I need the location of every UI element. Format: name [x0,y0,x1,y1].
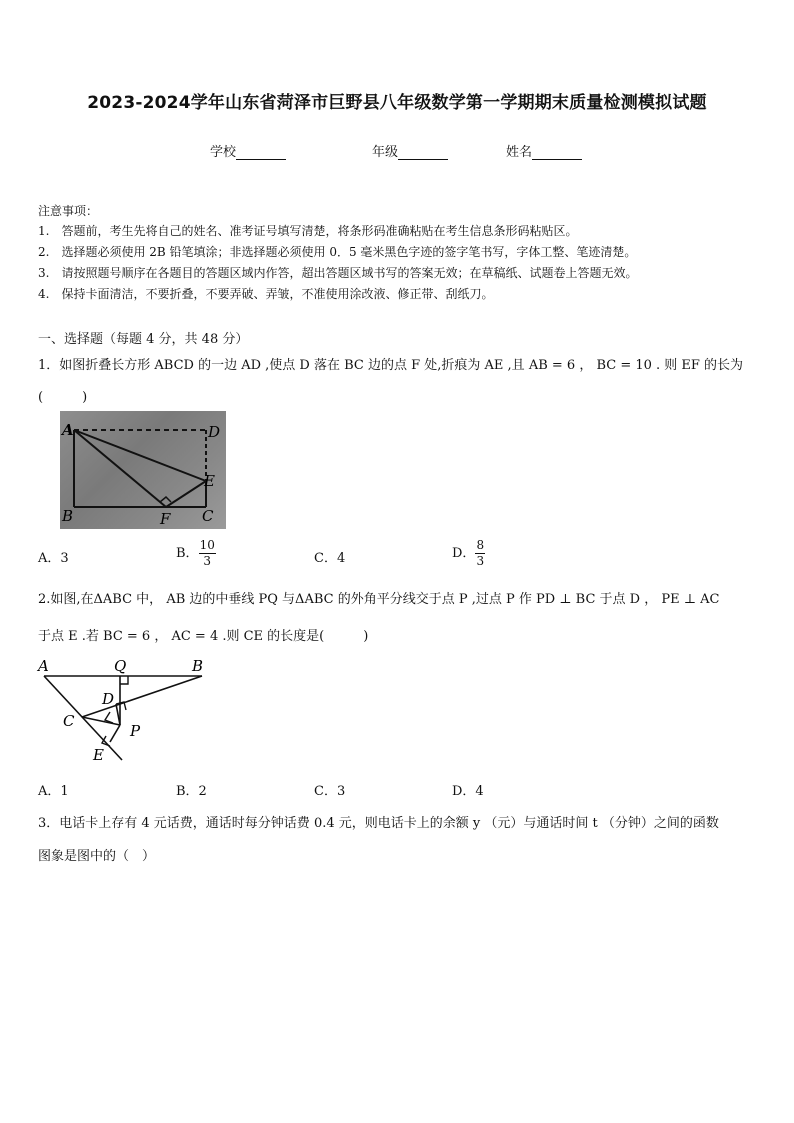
q2-label-b: B [192,657,204,675]
note-item: 4. 保持卡面清洁，不要折叠，不要弄破、弄皱，不准使用涂改液、修正带、刮纸刀。 [38,287,494,301]
q2-label-d: D [102,690,115,708]
q1-label-d: D [208,423,221,441]
q2-label-a: A [38,657,49,675]
name-field [506,141,582,160]
note-item: 1. 答题前，考生先将自己的姓名、准考证号填写清楚，将条形码准确粘贴在考生信息条形码粘贴区。 [38,224,578,238]
q1-label-e: E [204,472,215,490]
q3-stem-line1: 3．电话卡上存有 4 元话费，通话时每分钟话费 0.4 元，则电话卡上的余额 y （元）与通话时间 t （分钟）之间的函数 [38,816,719,831]
grade-label: 年级 [372,145,399,160]
name-blank[interactable] [532,145,582,160]
q2-option-c[interactable]: C．3 [314,784,346,799]
q2-label-q: Q [114,657,127,675]
fraction-numerator: 10 [199,538,215,552]
q2-stem-line2: 于点 E .若 BC = 6 ， AC = 4 .则 CE 的长度是( ) [38,629,369,644]
q2-option-a[interactable]: A．1 [38,784,69,799]
fraction-numerator: 8 [476,538,485,552]
note-item: 2. 选择题必须使用 2B 铅笔填涂；非选择题必须使用 0．5 毫米黑色字迹的签字笔书写，字体工整、笔迹清楚。 [38,245,637,259]
grade-field [372,141,448,160]
notes-heading: 注意事项： [38,204,99,218]
q2-stem-line1: 2.如图,在ΔABC 中， AB 边的中垂线 PQ 与ΔABC 的外角平分线交于点 P ,过点 P 作 PD ⊥ BC 于点 D ， PE ⊥ AC [38,592,720,607]
q1-option-c[interactable]: C．4 [314,551,346,566]
school-blank[interactable] [236,145,286,160]
page-title: 2023-2024学年山东省菏泽市巨野县八年级数学第一学期期末质量检测模拟试题 [87,93,707,113]
name-label: 姓名 [506,145,533,160]
q1-option-d-fraction [475,538,485,569]
q2-option-d[interactable]: D．4 [452,784,484,799]
q1-label-b: B [62,507,74,525]
fraction-denominator: 3 [476,554,485,568]
grade-blank[interactable] [398,145,448,160]
q2-figure [36,656,212,766]
q2-option-b[interactable]: B．2 [176,784,207,799]
school-label: 学校 [210,145,237,160]
q1-label-f: F [160,510,171,528]
q1-option-d[interactable] [452,538,485,569]
q3-stem-line2: 图象是图中的（ ） [38,849,156,864]
fraction-denominator: 3 [203,554,212,568]
note-item: 3. 请按照题号顺序在各题目的答题区域内作答，超出答题区域书写的答案无效；在草稿纸、试题卷上答题无效。 [38,266,638,280]
q1-stem-line2: ( ) [38,390,88,405]
q2-label-p: P [130,722,141,740]
q1-option-b[interactable] [176,538,216,569]
q1-option-b-prefix: B． [176,546,199,561]
q2-label-c: C [63,712,75,730]
school-field [210,141,286,160]
q1-figure-photo [60,411,226,529]
q1-stem-line1: 1．如图折叠长方形 ABCD 的一边 AD ,使点 D 落在 BC 边的点 F 处,折痕为 AE ,且 AB = 6 ， BC = 10 . 则 EF 的长为 [38,358,744,373]
q1-label-c: C [202,507,214,525]
section-heading: 一、选择题（每题 4 分，共 48 分） [38,332,249,347]
q1-option-b-fraction [199,538,216,569]
q1-option-d-prefix: D． [452,546,476,561]
q1-option-a[interactable]: A．3 [38,551,69,566]
q1-figure [60,411,226,529]
q2-label-e: E [93,746,104,764]
q1-label-a: A [62,421,74,439]
